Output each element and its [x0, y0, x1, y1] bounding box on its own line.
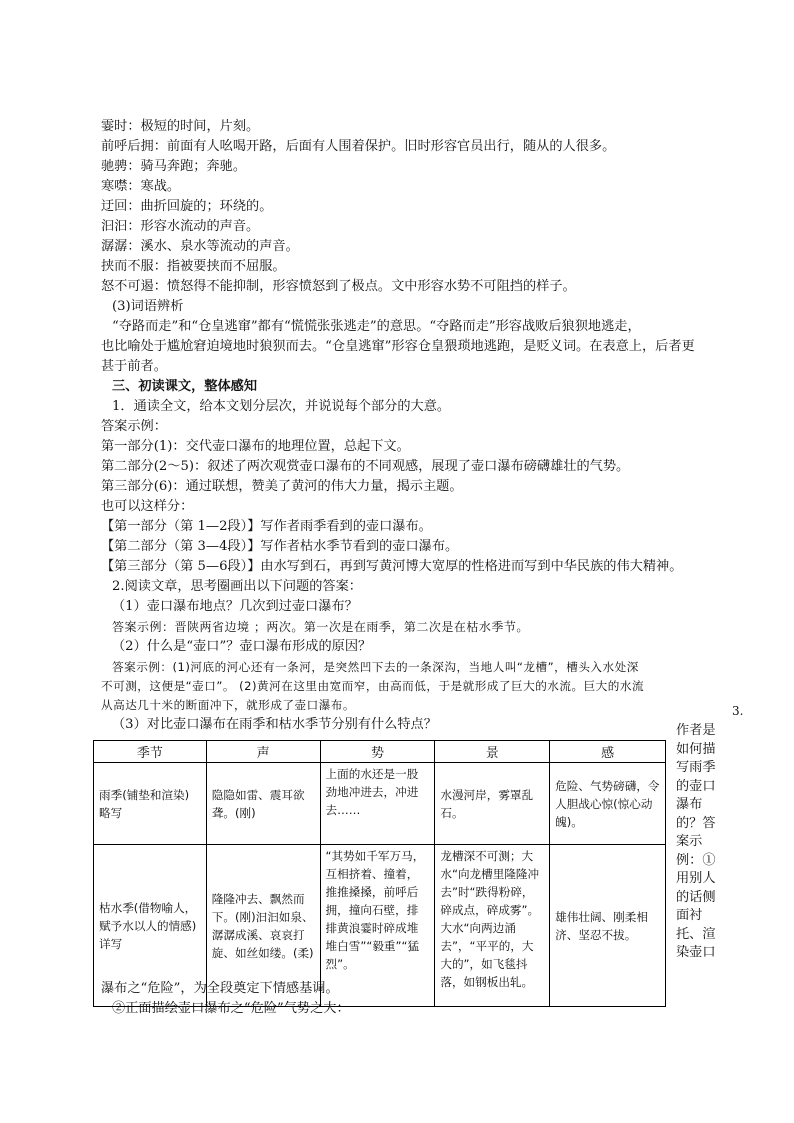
- cell-sound: 隆隆冲去、飘然而下。(刚)汩汩如泉、潺潺成溪、哀哀打旋、如丝如缕。(柔): [206, 845, 320, 1007]
- alt-label: 也可以这样分：: [101, 499, 194, 514]
- header-season: 季节: [94, 741, 207, 763]
- alt-part: 【第三部分（第 5—6段）】由水写到石，再到写黄河博大宽厚的性格进而写到中华民族的伟大精神。: [101, 559, 683, 574]
- question-number: 3.: [732, 704, 744, 718]
- vocab-item: 怒不可遏：愤怒得不能抑制，形容愤怒到了极点。文中形容水势不可阻挡的样子。: [101, 279, 576, 294]
- sub-question-3: （3）对比壶口瀑布在雨季和枯水季节分别有什么特点？: [112, 717, 437, 732]
- cell-sound: 隐隐如雷、震耳欲聋。(刚): [206, 763, 320, 845]
- sub-question-1: （1）壶口瀑布地点？几次到过壶口瀑布？: [112, 599, 358, 614]
- comparison-table: [93, 740, 666, 1007]
- cilian-paragraph-line: 也比喻处于尴尬窘迫境地时狼狈而去。“仓皇逃窜”形容仓皇猥琐地逃跑，是贬义词。在表意上，后者更: [101, 339, 695, 354]
- alt-part: 【第二部分（第 3—4段）】写作者枯水季节看到的壶口瀑布。: [101, 539, 459, 554]
- part-summary: 第一部分(1)：交代壶口瀑布的地理位置，总起下文。: [101, 439, 410, 454]
- vocab-item: 迂回：曲折回旋的；环绕的。: [101, 199, 273, 214]
- cilian-paragraph-line: “夺路而走”和“仓皇逃窜”都有“慌慌张张逃走”的意思。“夺路而走”形容战败后狼狈地逃走，: [112, 319, 641, 334]
- vocab-item: 寒噤：寒战。: [101, 179, 181, 194]
- cell-season: 枯水季(借物喻人，赋予水以人的情感)详写: [94, 845, 207, 1007]
- cilian-paragraph-line: 甚于前者。: [101, 359, 167, 374]
- cell-force: 上面的水还是一股劲地冲进去，冲进去……: [320, 763, 435, 845]
- question-2: 2.阅读文章，思考圈画出以下问题的答案：: [112, 579, 362, 594]
- vocab-item: 挟而不服：指被要挟而不屈服。: [101, 259, 286, 274]
- header-feeling: 感: [550, 741, 666, 763]
- cell-feeling: 危险、气势磅礴，令人胆战心惊(惊心动魄)。: [550, 763, 666, 845]
- sub-answer-2: 答案示例：(1)河底的河心还有一条河，是突然凹下去的一条深沟，当地人叫“龙槽”，槽头入水处深: [112, 660, 639, 674]
- part-summary: 第二部分(2～5)：叙述了两次观赏壶口瀑布的不同观感，展现了壶口瀑布磅礴雄壮的气势。: [101, 459, 630, 474]
- section-heading-cilian: (3)词语辨析: [112, 299, 184, 314]
- table-row: [94, 763, 666, 845]
- sub-question-2: （2）什么是“壶口”？壶口瀑布形成的原因？: [112, 639, 372, 654]
- side-column-text: 作者是如何描写雨季的壶口瀑布的？答案示例：①用别人的话侧面衬托、渲染壶口: [676, 723, 716, 960]
- tail-line: ②正面描绘壶口瀑布之“危险”气势之大：: [112, 1001, 350, 1016]
- cell-season: 雨季(铺垫和渲染)略写: [94, 763, 207, 845]
- vocab-item: 潺潺：溪水、泉水等流动的声音。: [101, 239, 299, 254]
- section-heading: 三、初读课文，整体感知: [112, 379, 258, 394]
- header-scene: 景: [435, 741, 550, 763]
- part-summary: 第三部分(6)：通过联想，赞美了黄河的伟大力量，揭示主题。: [101, 479, 463, 494]
- sub-answer-2: 从高达几十米的断面冲下，就形成了壶口瀑布。: [101, 698, 355, 712]
- vocab-item: 汩汩：形容水流动的声音。: [101, 219, 260, 234]
- cell-force: “其势如千军万马，互相挤着、撞着，推推搡搡，前呼后拥，撞向石壁，排排黄浪霎时碎成堆堆白雪”“毅重”“猛烈”。: [320, 845, 435, 1007]
- header-force: 势: [320, 741, 435, 763]
- cell-scene: 水漫河岸，雾罩乱石。: [435, 763, 550, 845]
- answer-label: 答案示例：: [101, 419, 167, 434]
- vocab-item: 驰骋：骑马奔跑；奔驰。: [101, 159, 247, 174]
- cell-scene: 龙槽深不可测；大水“向龙槽里隆隆冲去”时“跌得粉碎，碎成点，碎成雾”。大水“向两边涌去”，“平平的，大大的”，如飞毯抖落，如钢板出轧。: [435, 845, 550, 1007]
- alt-part: 【第一部分（第 1—2段）】写作者雨季看到的壶口瀑布。: [101, 519, 432, 534]
- vocab-item: 霎时：极短的时间，片刻。: [101, 119, 260, 134]
- cell-feeling: 雄伟壮阔、刚柔相济、坚忍不拔。: [550, 845, 666, 1007]
- sub-answer-1: 答案示例：晋陕两省边境 ；两次。第一次是在雨季，第二次是在枯水季节。: [112, 620, 529, 634]
- header-sound: 声: [206, 741, 320, 763]
- vocab-item: 前呼后拥：前面有人吆喝开路，后面有人围着保护。旧时形容官员出行，随从的人很多。: [101, 139, 616, 154]
- question-1: 1．通读全文，给本文划分层次，并说说每个部分的大意。: [112, 399, 451, 414]
- sub-answer-2: 不可测，这便是“壶口”。 (2)黄河在这里由宽而窄，由高而低，于是就形成了巨大的水流。巨大的水流: [101, 679, 645, 693]
- tail-line: 瀑布之“危险”，为全段奠定下情感基调。: [101, 981, 339, 996]
- table-header-row: [94, 741, 666, 763]
